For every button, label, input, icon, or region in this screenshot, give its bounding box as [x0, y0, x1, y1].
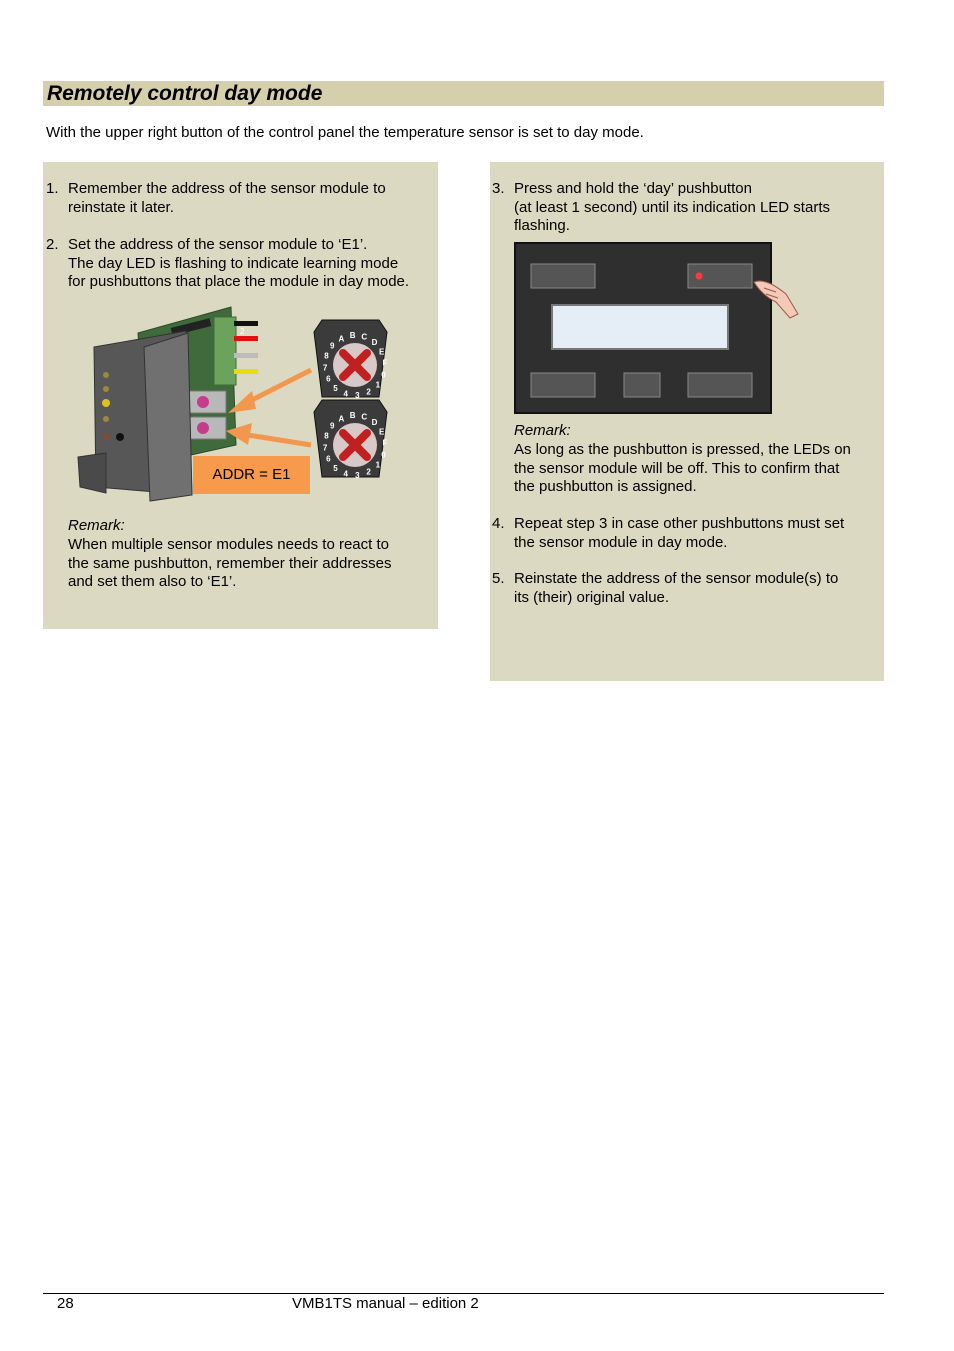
pushbutton-bottom-left	[531, 373, 595, 397]
dial-char: A	[338, 334, 345, 344]
footer-title: VMB1TS manual – edition 2	[292, 1295, 479, 1312]
dial-char: B	[349, 331, 356, 341]
remark-title: Remark:	[514, 422, 571, 439]
remark-text: As long as the pushbutton is pressed, the LEDs on the sensor module will be off. This to confirm that the pushbutton is assigned.	[514, 441, 851, 495]
pushbutton-bottom-middle	[624, 373, 660, 397]
dial-char: B	[349, 411, 356, 421]
dial-char: 8	[324, 431, 329, 441]
dial-char: 2	[366, 387, 371, 397]
section-heading: Remotely control day mode	[43, 81, 884, 106]
address-label: ADDR = E1	[193, 456, 310, 494]
dial-char: C	[361, 332, 368, 342]
page-number: 28	[57, 1295, 74, 1312]
dial-char: 9	[329, 341, 335, 351]
dial-char: 1	[375, 380, 381, 390]
left-panel	[43, 162, 438, 629]
dial-char: 6	[326, 374, 331, 384]
dial-char: E	[379, 347, 385, 357]
dial-char: F	[382, 358, 388, 368]
pushbutton-bottom-right	[688, 373, 752, 397]
display-screen	[552, 305, 728, 349]
step-text: Remember the address of the sensor module to reinstate it later.	[68, 180, 386, 216]
dial-char: 9	[329, 421, 335, 431]
dial-char: 7	[322, 443, 328, 453]
step-number: 3.	[492, 180, 505, 197]
step-number: 2.	[46, 236, 59, 253]
dial-char: 6	[326, 454, 331, 464]
dial-char: 0	[381, 370, 386, 380]
dial-char: 7	[322, 363, 328, 373]
dial-char: 1	[375, 460, 381, 470]
remark-text: When multiple sensor modules needs to react to the same pushbutton, remember their addresses and set them also to ‘E1’.	[68, 536, 392, 590]
remark-title: Remark:	[68, 517, 125, 534]
right-panel	[490, 162, 884, 681]
dial-char: D	[371, 338, 378, 348]
dial-char: F	[382, 438, 388, 448]
intro-text: With the upper right button of the control panel the temperature sensor is set to day mode.	[46, 124, 644, 141]
dial-char: 4	[343, 469, 348, 479]
dial-char: 2	[366, 467, 371, 477]
dial-char: C	[361, 412, 368, 422]
step-text: Set the address of the sensor module to ‘E1’. The day LED is flashing to indicate learning mode for pushbuttons that place the module in day mode.	[68, 236, 410, 290]
step-text: Press and hold the ‘day’ pushbutton (at least 1 second) until its indication LED starts flashing.	[514, 180, 830, 234]
footer-divider	[43, 1293, 884, 1294]
step-text: Reinstate the address of the sensor module(s) to its (their) original value.	[514, 570, 839, 606]
control-panel-illustration	[514, 242, 804, 417]
dial-char: 0	[381, 450, 386, 460]
dial-char: 3	[355, 470, 360, 480]
pushbutton-top-left	[531, 264, 595, 288]
dial-char: 4	[343, 389, 348, 399]
dial-char: 3	[355, 390, 360, 400]
step-number: 1.	[46, 180, 59, 197]
step-number: 4.	[492, 515, 505, 532]
step-number: 5.	[492, 570, 505, 587]
step-text: Repeat step 3 in case other pushbuttons must set the sensor module in day mode.	[514, 515, 845, 551]
dial-char: D	[371, 418, 378, 428]
dial-char: E	[379, 427, 385, 437]
dial-char: A	[338, 414, 345, 424]
dial-char: 8	[324, 351, 329, 361]
dial-char: 5	[333, 463, 338, 473]
dial-char: 5	[333, 383, 338, 393]
svg-text:2: 2	[240, 327, 245, 336]
